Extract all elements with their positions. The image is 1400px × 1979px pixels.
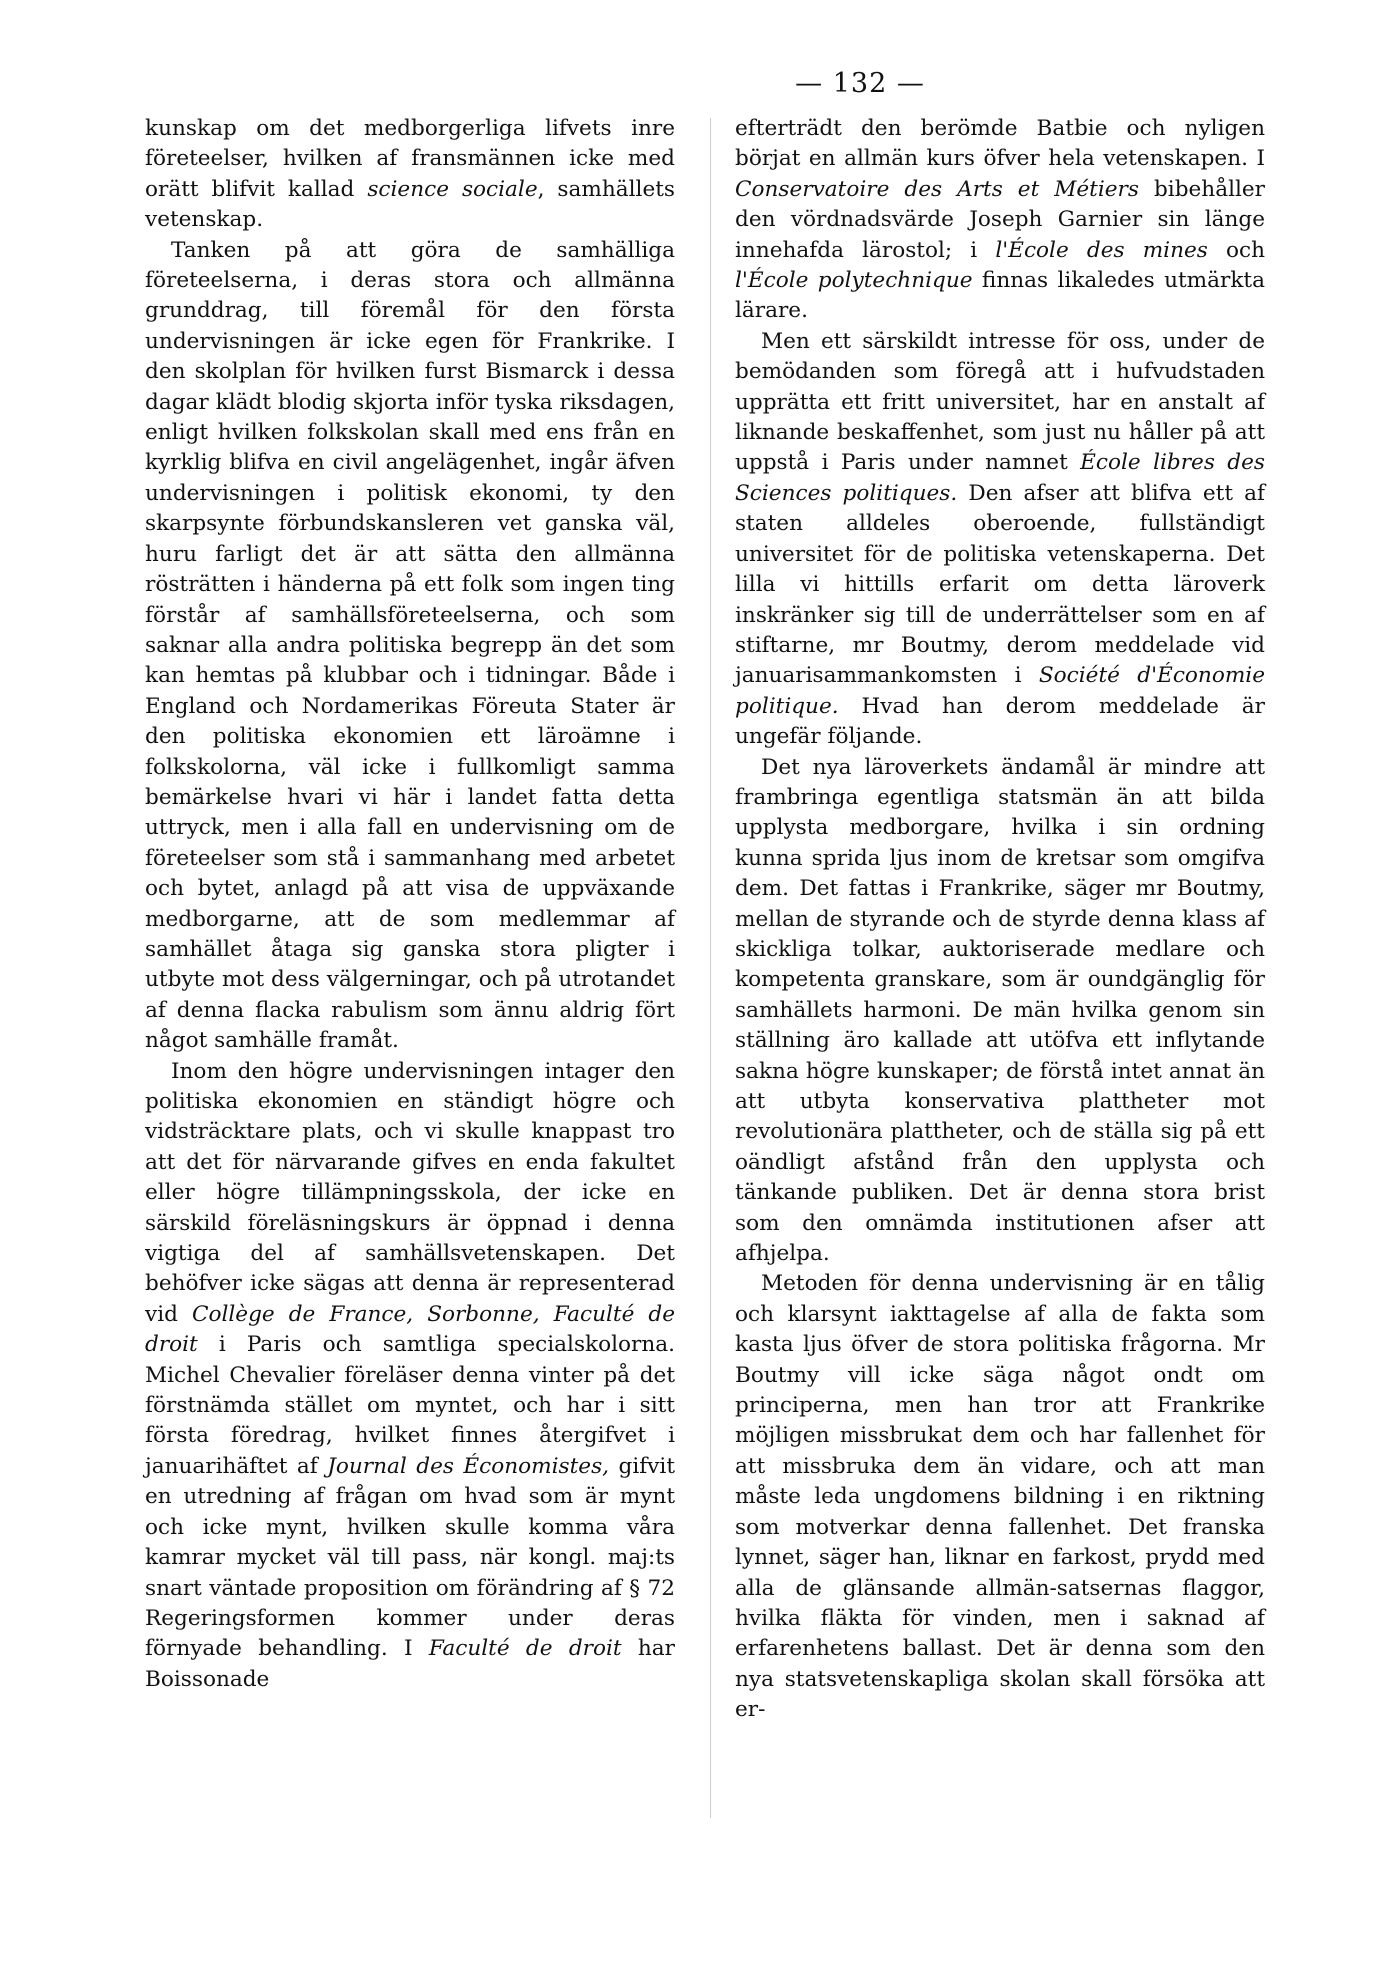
text-run: kunskap om det medborgerliga lifvets inre företeelser, hvilken af fransmännen icke med orätt blifvit kallad bbox=[145, 116, 675, 202]
paragraph bbox=[145, 236, 675, 1057]
italic-text: Conservatoire des Arts et Métiers bbox=[735, 176, 1139, 202]
paragraph bbox=[735, 327, 1265, 753]
right-column bbox=[735, 114, 1265, 1726]
text-run: Tanken på att göra de samhälliga företeelserna, i deras stora och allmänna grunddrag, till föremål för den första undervisningen är icke egen för Frankrike. I den skolplan för hvilken furst Bismarck i dessa dagar klädt blodig skjorta inför tyska riksdagen, enligt hvilken folkskolan skall med ens från en kyrklig blifva en civil angelägenhet, ingår äfven undervisningen i politisk ekonomi, ty den skarpsynte förbundskansleren vet ganska väl, huru farligt det är att sätta den allmänna rösträtten i händerna på ett folk som ingen ting förstår af samhällsföreteelserna, och som saknar alla andra politiska begrepp än det som kan hemtas på klubbar och i tidningar. Både i England och Nordamerikas Föreuta Stater är den politiska ekonomien ett läroämne i folkskolorna, väl icke i fullkomligt samma bemärkelse hvari vi här i landet fatta detta uttryck, men i alla fall en undervisning om de företeelser som stå i sammanhang med arbetet och bytet, anlagd på att visa de uppväxande medborgarne, att de som medlemmar af samhället åtaga sig ganska stora pligter i utbyte mot dess välgerningar, och på utrotandet af denna flacka rabulism som ännu aldrig fört något samhälle framåt. bbox=[145, 237, 675, 1054]
italic-text: science sociale bbox=[367, 176, 538, 202]
paragraph bbox=[735, 753, 1265, 1270]
left-column bbox=[145, 114, 675, 1695]
text-run: gifvit en utredning af frågan om hvad som är mynt och icke mynt, hvilken skulle komma våra kamrar mycket väl till pass, när kongl. maj:ts snart väntade proposition om förändring af § 72 Regeringsformen kommer under deras förnyade behandling. I bbox=[145, 1453, 675, 1662]
italic-text: Journal des Économistes, bbox=[327, 1453, 610, 1479]
text-run: efterträdt den berömde Batbie och nyligen börjat en allmän kurs öfver hela vetenskapen. I bbox=[735, 116, 1265, 172]
paragraph bbox=[735, 114, 1265, 327]
text-run: , samhällets vetenskap. bbox=[145, 176, 675, 233]
text-run: Inom den högre undervisningen intager den politiska ekonomien en ständigt högre och vidsträcktare plats, och vi skulle knappast tro att det för närvarande gifves en enda fakultet eller högre tillämpningsskola, der icke en särskild föreläsningskurs är öppnad i denna vigtiga del af samhällsvetenskapen. Det behöfver icke sägas att denna är representerad vid bbox=[145, 1058, 675, 1327]
text-run: och bbox=[1207, 237, 1265, 263]
italic-text: l'École des mines bbox=[995, 237, 1208, 263]
text-run: Hvad han derom meddelade är ungefär följande. bbox=[735, 693, 1265, 750]
italic-text: École libres des Sciences politiques. bbox=[735, 450, 1265, 506]
paragraph bbox=[735, 1269, 1265, 1725]
italic-text: l'École polytechnique bbox=[735, 268, 973, 294]
italic-text: Faculté de droit bbox=[428, 1636, 622, 1662]
paragraph bbox=[145, 1057, 675, 1696]
italic-text: Collège de France, Sorbonne, Faculté de droit bbox=[145, 1301, 676, 1358]
text-run: Den afser att blifva ett af staten alldeles oberoende, fullständigt universitet för de politiska vetenskaperna. Det lilla vi hittills erfarit om detta läroverk inskränker sig till de underrättelser som en af stiftarne, mr Boutmy, derom meddelade vid januarisammankomsten i bbox=[735, 480, 1265, 689]
text-run: Det nya läroverkets ändamål är mindre att frambringa egentliga statsmän än att bilda upplysta medborgare, hvilka i sin ordning kunna sprida ljus inom de kretsar som omgifva dem. Det fattas i Frankrike, säger mr Boutmy, mellan de styrande och de styrde denna klass af skickliga tolkar, auktoriserade medlare och kompetenta granskare, som är oundgänglig för samhällets harmoni. De män hvilka genom sin ställning äro kallade att utöfva ett inflytande sakna högre kunskaper; de förstå intet annat än att utbyta konservativa plattheter mot revolutionära plattheter, och de ställa sig på ett oändligt afstånd från den upplysta och tänkande publiken. Det är denna stora brist som den omnämda institutionen afser att afhjelpa. bbox=[735, 754, 1265, 1267]
text-run: Metoden för denna undervisning är en tålig och klarsynt iakttagelse af alla de fakta som kasta ljus öfver de stora politiska frågorna. Mr Boutmy vill icke säga något ondt om principerna, men han tror att Frankrike möjligen missbrukat dem och har fallenhet för att missbruka dem än vidare, och att man måste leda ungdomens bildning i en riktning som motverkar denna fallenhet. Det franska lynnet, säger han, liknar en farkost, prydd med alla de glänsande allmän-satsernas flaggor, hvilka fläkta för vinden, men i saknad af erfarenhetens ballast. Det är denna som den nya statsvetenskapliga skolan skall försöka att er- bbox=[735, 1271, 1265, 1723]
paragraph bbox=[145, 114, 675, 236]
text-run: har Boissonade bbox=[145, 1636, 675, 1692]
page-number: — 132 — bbox=[795, 68, 925, 99]
text-run: Men ett särskildt intresse för oss, under de bemödanden som föregå att i hufvudstaden upprätta ett fritt universitet, har en anstalt af liknande beskaffenhet, som just nu håller på att uppstå i Paris under namnet bbox=[735, 328, 1265, 476]
italic-text: Société d'Économie politique. bbox=[735, 663, 1265, 719]
column-divider bbox=[710, 118, 711, 1818]
text-run: i Paris och samtliga specialskolorna. Michel Chevalier föreläser denna vinter på det förstnämda stället om myntet, och har i sitt första föredrag, hvilket finnes återgifvet i januarihäftet af bbox=[145, 1332, 675, 1479]
text-run: finnas likaledes utmärkta lärare. bbox=[735, 268, 1265, 324]
text-run: bibehåller den vördnadsvärde Joseph Garnier sin länge innehafda lärostol; i bbox=[735, 176, 1266, 263]
